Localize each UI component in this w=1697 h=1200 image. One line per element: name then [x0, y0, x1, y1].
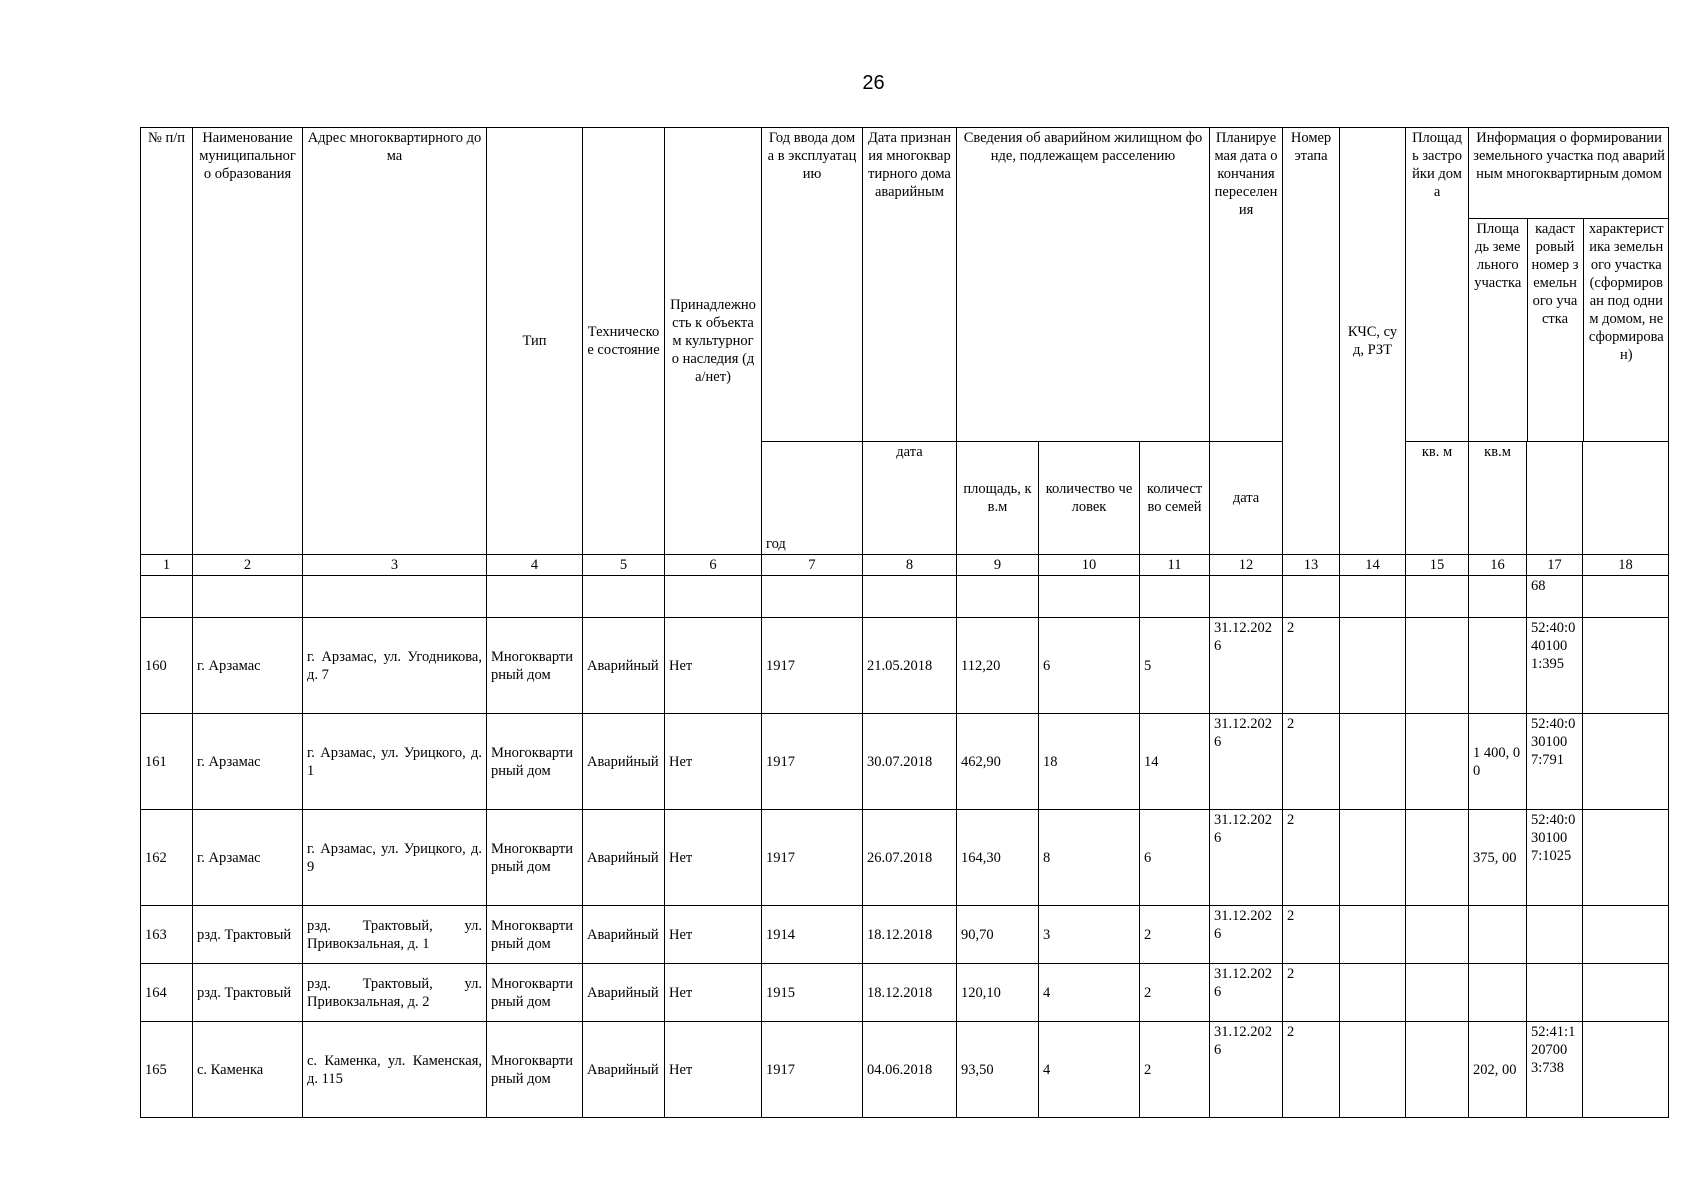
column-number: 11 [1140, 555, 1210, 576]
column-number: 12 [1210, 555, 1283, 576]
address-cell: г. Арзамас, ул. Урицкого, д. 1 [303, 714, 487, 810]
col-header-heritage: Принадлежность к объектам культурного наследия (да/нет) [665, 128, 762, 555]
stage-cell: 2 [1283, 964, 1340, 1022]
area-cell: 112,20 [957, 618, 1039, 714]
col-header-land-area: Площадь земельного участка [1469, 219, 1527, 442]
col-header-land-char: характеристика земельного участка (сформирован под одним домом, не сформирован) [1588, 221, 1664, 363]
table-row [141, 906, 1669, 964]
heritage-cell: Нет [665, 714, 762, 810]
families-cell: 2 [1140, 1022, 1210, 1118]
col-header-planned-date: Планируемая дата окончания переселения [1210, 128, 1283, 442]
col-header-tech-state: Техническое состояние [583, 128, 665, 555]
planned-date-cell: 31.12.2026 [1210, 618, 1283, 714]
people-cell: 4 [1039, 964, 1140, 1022]
col-header-year: Год ввода дома в эксплуатацию [762, 128, 863, 442]
row-number: 163 [141, 906, 193, 964]
column-number: 16 [1469, 555, 1527, 576]
kchs-cell [1340, 1022, 1406, 1118]
column-numbers-row [141, 555, 1669, 576]
col-header-type: Тип [487, 128, 583, 555]
year-cell: 1917 [762, 618, 863, 714]
cadastral-number-cell [1527, 906, 1583, 964]
land-area-cell: 202, 00 [1469, 1022, 1527, 1118]
table-body [141, 576, 1669, 1118]
land-area-cell: 375, 00 [1469, 810, 1527, 906]
col-header-families: количество семей [1140, 442, 1210, 555]
built-area-cell [1406, 964, 1469, 1022]
stage-cell: 2 [1283, 810, 1340, 906]
stage-cell: 2 [1283, 714, 1340, 810]
type-cell: Многоквартирный дом [487, 810, 583, 906]
address-cell: с. Каменка, ул. Каменская, д. 115 [303, 1022, 487, 1118]
col-header-recognition-date: Дата признания многоквартирного дома аварийным [863, 128, 957, 442]
column-number: 9 [957, 555, 1039, 576]
table-row [141, 1022, 1669, 1118]
table-row [141, 964, 1669, 1022]
land-char-cell [1583, 618, 1669, 714]
planned-date-cell: 31.12.2026 [1210, 810, 1283, 906]
subheader-year: год [762, 442, 863, 555]
area-cell: 93,50 [957, 1022, 1039, 1118]
column-number: 2 [193, 555, 303, 576]
table-header [141, 128, 1669, 576]
area-cell: 462,90 [957, 714, 1039, 810]
subheader-date: дата [863, 442, 957, 555]
municipality-cell: рзд. Трактовый [193, 906, 303, 964]
col-header-land-plot: Информация о формировании земельного участка под аварийным многоквартирным домом [1469, 128, 1669, 219]
families-cell: 14 [1140, 714, 1210, 810]
built-area-cell [1406, 810, 1469, 906]
year-cell: 1917 [762, 810, 863, 906]
kchs-cell [1340, 964, 1406, 1022]
column-number: 1 [141, 555, 193, 576]
tech-state-cell: Аварийный [583, 964, 665, 1022]
type-cell: Многоквартирный дом [487, 1022, 583, 1118]
recognition-date-cell: 04.06.2018 [863, 1022, 957, 1118]
cadastral-number-cell: 52:41:120700 3:738 [1527, 1022, 1583, 1118]
area-cell: 90,70 [957, 906, 1039, 964]
tech-state-cell: Аварийный [583, 810, 665, 906]
land-area-cell: 1 400, 00 [1469, 714, 1527, 810]
land-char-cell [1583, 906, 1669, 964]
land-plot-subheader [1469, 128, 1669, 441]
people-cell: 3 [1039, 906, 1140, 964]
heritage-cell: Нет [665, 1022, 762, 1118]
col-header-kchs: КЧС, суд, РЗТ [1340, 128, 1406, 555]
address-cell: рзд. Трактовый, ул. Привокзальная, д. 1 [303, 906, 487, 964]
municipality-cell: с. Каменка [193, 1022, 303, 1118]
stage-cell: 2 [1283, 906, 1340, 964]
cadastral-number-cell [1527, 964, 1583, 1022]
families-cell: 2 [1140, 964, 1210, 1022]
land-area-cell [1469, 964, 1527, 1022]
planned-date-cell: 31.12.2026 [1210, 964, 1283, 1022]
row-number: 160 [141, 618, 193, 714]
area-cell: 164,30 [957, 810, 1039, 906]
col-header-cadastral: кадастровый номер земельного участка [1527, 219, 1583, 442]
column-number: 15 [1406, 555, 1469, 576]
column-number: 17 [1527, 555, 1583, 576]
tech-state-cell: Аварийный [583, 714, 665, 810]
heritage-cell: Нет [665, 618, 762, 714]
row-number: 164 [141, 964, 193, 1022]
type-cell: Многоквартирный дом [487, 964, 583, 1022]
subheader-land-char [1583, 442, 1669, 555]
municipality-cell: г. Арзамас [193, 714, 303, 810]
built-area-cell [1406, 714, 1469, 810]
planned-date-cell: 31.12.2026 [1210, 714, 1283, 810]
column-number: 6 [665, 555, 762, 576]
col-header-municipality: Наименование муниципального образования [193, 128, 303, 555]
recognition-date-cell: 18.12.2018 [863, 964, 957, 1022]
planned-date-cell: 31.12.2026 [1210, 1022, 1283, 1118]
subheader-land-area: кв.м [1469, 442, 1527, 555]
column-number: 14 [1340, 555, 1406, 576]
land-char-cell [1583, 810, 1669, 906]
column-number: 4 [487, 555, 583, 576]
cadastral-number-cell: 52:40:040100 1:395 [1527, 618, 1583, 714]
kchs-cell [1340, 714, 1406, 810]
kchs-cell [1340, 906, 1406, 964]
emergency-housing-table [140, 127, 1669, 1118]
tech-state-cell: Аварийный [583, 1022, 665, 1118]
address-cell: рзд. Трактовый, ул. Привокзальная, д. 2 [303, 964, 487, 1022]
land-char-cell [1583, 714, 1669, 810]
col-header-land-plot-group [1469, 128, 1669, 442]
cadastral-number-cell: 52:40:030100 7:1025 [1527, 810, 1583, 906]
subheader-planned-date: дата [1210, 442, 1283, 555]
type-cell: Многоквартирный дом [487, 714, 583, 810]
built-area-cell [1406, 906, 1469, 964]
carry-over-row [141, 576, 1669, 618]
families-cell: 5 [1140, 618, 1210, 714]
kchs-cell [1340, 810, 1406, 906]
subheader-built-area: кв. м [1406, 442, 1469, 555]
col-header-address: Адрес многоквартирного дома [303, 128, 487, 555]
year-cell: 1917 [762, 714, 863, 810]
municipality-cell: г. Арзамас [193, 810, 303, 906]
column-number: 8 [863, 555, 957, 576]
year-cell: 1914 [762, 906, 863, 964]
people-cell: 8 [1039, 810, 1140, 906]
column-number: 18 [1583, 555, 1669, 576]
col-header-num: № п/п [141, 128, 193, 555]
row-number: 162 [141, 810, 193, 906]
row-number: 161 [141, 714, 193, 810]
address-cell: г. Арзамас, ул. Урицкого, д. 9 [303, 810, 487, 906]
stage-cell: 2 [1283, 618, 1340, 714]
planned-date-cell: 31.12.2026 [1210, 906, 1283, 964]
table-row [141, 618, 1669, 714]
tech-state-cell: Аварийный [583, 618, 665, 714]
type-cell: Многоквартирный дом [487, 906, 583, 964]
column-number: 3 [303, 555, 487, 576]
col-header-emergency-fund: Сведения об аварийном жилищном фонде, подлежащем расселению [957, 128, 1210, 442]
tech-state-cell: Аварийный [583, 906, 665, 964]
land-char-cell [1583, 964, 1669, 1022]
municipality-cell: рзд. Трактовый [193, 964, 303, 1022]
land-char-cell [1583, 1022, 1669, 1118]
people-cell: 4 [1039, 1022, 1140, 1118]
built-area-cell [1406, 1022, 1469, 1118]
built-area-cell [1406, 618, 1469, 714]
stage-cell: 2 [1283, 1022, 1340, 1118]
families-cell: 6 [1140, 810, 1210, 906]
column-number: 7 [762, 555, 863, 576]
land-area-cell [1469, 906, 1527, 964]
area-cell: 120,10 [957, 964, 1039, 1022]
column-number: 13 [1283, 555, 1340, 576]
type-cell: Многоквартирный дом [487, 618, 583, 714]
table-row [141, 714, 1669, 810]
municipality-cell: г. Арзамас [193, 618, 303, 714]
page-number: 26 [862, 72, 885, 94]
kchs-cell [1340, 618, 1406, 714]
column-number: 10 [1039, 555, 1140, 576]
heritage-cell: Нет [665, 906, 762, 964]
year-cell: 1917 [762, 1022, 863, 1118]
recognition-date-cell: 30.07.2018 [863, 714, 957, 810]
address-cell: г. Арзамас, ул. Угодникова, д. 7 [303, 618, 487, 714]
col-header-stage: Номер этапа [1283, 128, 1340, 555]
heritage-cell: Нет [665, 964, 762, 1022]
people-cell: 6 [1039, 618, 1140, 714]
heritage-cell: Нет [665, 810, 762, 906]
subheader-cadastral [1527, 442, 1583, 555]
year-cell: 1915 [762, 964, 863, 1022]
col-header-built-area: Площадь застройки дома [1406, 128, 1469, 442]
families-cell: 2 [1140, 906, 1210, 964]
cadastral-number-cell: 68 [1527, 576, 1583, 618]
recognition-date-cell: 21.05.2018 [863, 618, 957, 714]
cadastral-number-cell: 52:40:030100 7:791 [1527, 714, 1583, 810]
col-header-area: площадь, кв.м [957, 442, 1039, 555]
row-number: 165 [141, 1022, 193, 1118]
table-row [141, 810, 1669, 906]
land-area-cell [1469, 618, 1527, 714]
col-header-people: количество человек [1039, 442, 1140, 555]
people-cell: 18 [1039, 714, 1140, 810]
recognition-date-cell: 26.07.2018 [863, 810, 957, 906]
recognition-date-cell: 18.12.2018 [863, 906, 957, 964]
column-number: 5 [583, 555, 665, 576]
